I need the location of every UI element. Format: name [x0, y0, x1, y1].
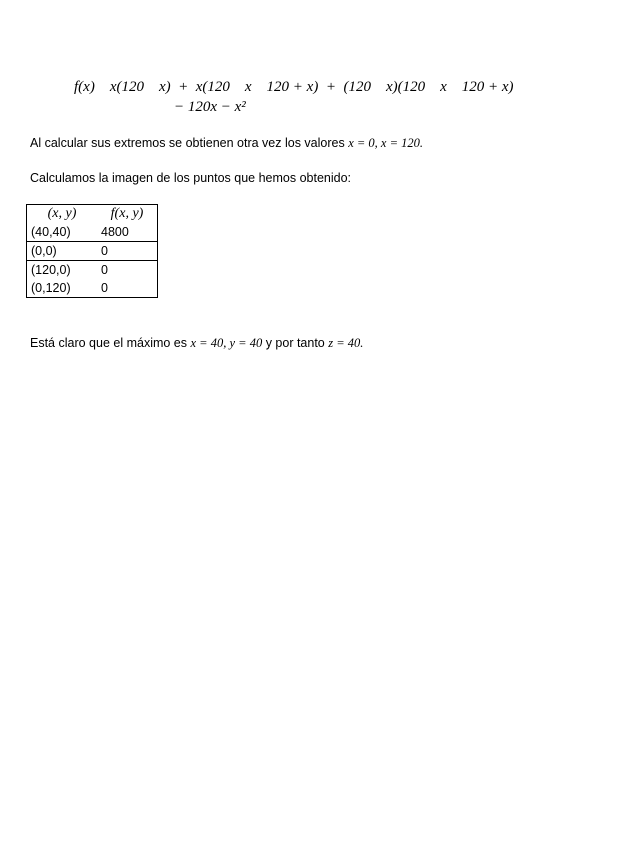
paragraph-extremes-math: x = 0, x = 120.	[348, 136, 424, 150]
conclusion-text: Está claro que el máximo es	[30, 336, 191, 350]
table-header-fxy: f(x, y)	[110, 206, 144, 221]
table-cell-value: 0	[97, 242, 158, 261]
paragraph-extremes-text: Al calcular sus extremos se obtienen otra vez los valores	[30, 136, 349, 150]
paragraph-extremes	[30, 136, 423, 151]
table-cell-value: 0	[97, 261, 158, 280]
values-table	[26, 204, 158, 298]
table-cell-value: 4800	[101, 225, 129, 239]
table-cell-point: (0,120)	[31, 281, 71, 295]
table-row	[27, 223, 158, 242]
table-cell-point: (120,0)	[27, 261, 98, 280]
table-cell-point: (0,0)	[27, 242, 98, 261]
equation-line-2: − 120x − x²	[174, 99, 246, 115]
table-cell-point: (40,40)	[31, 225, 71, 239]
conclusion-mid: y por tanto	[262, 336, 329, 350]
table-header-xy: (x, y)	[47, 206, 77, 221]
paragraph-conclusion	[30, 336, 363, 351]
table-row	[27, 261, 158, 280]
table-row	[27, 242, 158, 261]
conclusion-math-1: x = 40, y = 40	[190, 336, 263, 350]
table-header-row	[27, 205, 158, 224]
paragraph-image: Calculamos la imagen de los puntos que hemos obtenido:	[30, 171, 352, 185]
conclusion-math-2: z = 40.	[328, 336, 364, 350]
table-row	[27, 279, 158, 298]
table-cell-value: 0	[101, 281, 108, 295]
equation-line-1: f(x) x(120 x) + x(120 x 120 + x) + (120 x)(120 x 120 + x)	[74, 79, 514, 95]
